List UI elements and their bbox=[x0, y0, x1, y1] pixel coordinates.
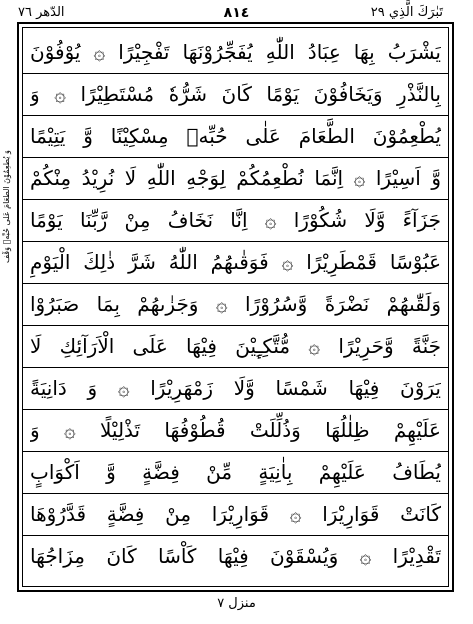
surah-title: الدّهر ٧٦ bbox=[18, 5, 65, 20]
verse-line: عَبُوْسًا قَمْطَرِيْرًا ۞ فَوَقٰىهُمُ اللّٰهُ شَرَّ ذٰلِكَ الْيَوْمِ bbox=[30, 250, 441, 274]
verse-line: جَزَآءً وَّلَا شُكُوْرًا ۞ اِنَّا نَخَافُ مِنْ رَّبِّنَا يَوْمًا bbox=[30, 208, 441, 232]
verse-line: يُطْعِمُوْنَ الطَّعَامَ عَلٰى حُبِّهٖ مِسْكِيْنًا وَّ يَتِيْمًا bbox=[30, 124, 441, 148]
juz-title: تَبٰرَكَ الَّذِي ٢٩ bbox=[370, 5, 443, 20]
verse-line: وَّ اَسِيْرًا ۞ اِنَّمَا نُطْعِمُكُمْ لِوَجْهِ اللّٰهِ لَا نُرِيْدُ مِنْكُمْ bbox=[30, 166, 441, 190]
page-number: ٨١٤ bbox=[223, 5, 250, 21]
verse-line: يُطَافُ عَلَيْهِمْ بِاٰنِيَةٍ مِّنْ فِضَّةٍ وَّ اَكْوَابٍ bbox=[30, 460, 441, 484]
verse-line: جَنَّةً وَّحَرِيْرًا ۞ مُّتَّكِـِٕيْنَ فِيْهَا عَلَى الْاَرَآئِكِ لَا bbox=[30, 334, 441, 358]
page-footer: منزل ٧ bbox=[217, 596, 256, 611]
verse-line: تَقْدِيْرًا ۞ وَيُسْقَوْنَ فِيْهَا كَاْسًا كَانَ مِزَاجُهَا bbox=[30, 544, 441, 568]
verse-line: بِالنَّذْرِ وَيَخَافُوْنَ يَوْمًا كَانَ شَرُّهٗ مُسْتَطِيْرًا ۞ وَ bbox=[30, 82, 441, 106]
verse-line: وَلَقّٰىهُمْ نَضْرَةً وَّسُرُوْرًا ۞ وَجَزٰىهُمْ بِمَا صَبَرُوْا bbox=[30, 292, 441, 316]
page-header bbox=[10, 2, 463, 24]
verse-line: كَانَتْ قَوَارِيْرَا ۞ قَوَارِيْرَا مِنْ فِضَّةٍ قَدَّرُوْهَا bbox=[30, 502, 441, 526]
verse-line: يَرَوْنَ فِيْهَا شَمْسًا وَّلَا زَمْهَرِيْرًا ۞ وَ دَانِيَةً bbox=[30, 376, 441, 400]
verse-line: يَشْرَبُ بِهَا عِبَادُ اللّٰهِ يُفَجِّرُوْنَهَا تَفْجِيْرًا ۞ يُوْفُوْنَ bbox=[30, 40, 441, 64]
verse-line: عَلَيْهِمْ ظِلٰلُهَا وَذُلِّلَتْ قُطُوْفُهَا تَذْلِيْلًا ۞ وَ bbox=[30, 418, 441, 442]
margin-note: وَ يُطْعِمُوْنَ الطَّعَامَ عَلٰى حُبِّهٖ وَقْف bbox=[2, 150, 11, 263]
